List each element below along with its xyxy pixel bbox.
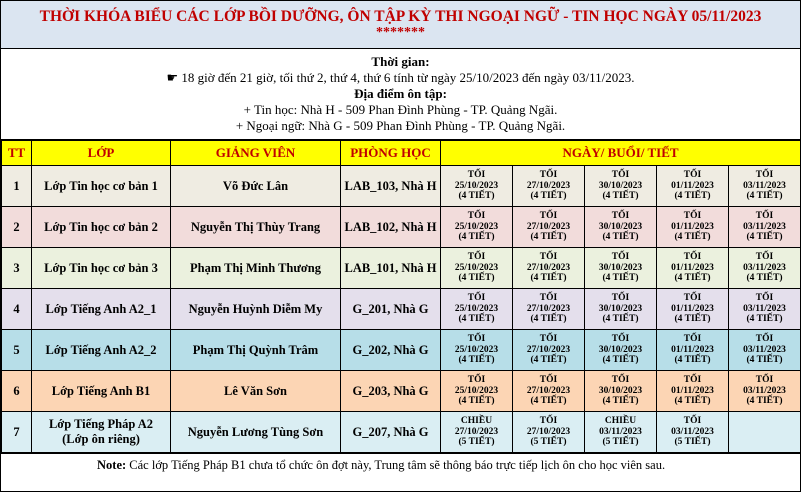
session-info (441, 211, 512, 243)
class-name: Lớp Tin học cơ bản 2 (32, 207, 171, 248)
session-cell (513, 412, 585, 453)
session-date: 27/10/2023 (526, 262, 571, 273)
session-length: (4 TIẾT) (602, 232, 639, 243)
session-period: TỐI (683, 334, 702, 345)
session-period: TỐI (611, 293, 630, 304)
session-period: TỐI (755, 170, 774, 181)
session-date: 25/10/2023 (454, 262, 499, 273)
session-date: 30/10/2023 (598, 303, 643, 314)
session-date: 27/10/2023 (526, 303, 571, 314)
session-info (585, 334, 656, 366)
session-date: 01/11/2023 (671, 303, 714, 314)
session-info (513, 293, 584, 325)
session-info (513, 375, 584, 407)
session-period: TỐI (683, 211, 702, 222)
session-info (441, 334, 512, 366)
room-name: G_203, Nhà G (341, 371, 441, 412)
session-cell (585, 412, 657, 453)
session-date: 03/11/2023 (743, 221, 786, 232)
table-row (2, 371, 801, 412)
session-length: (4 TIẾT) (746, 232, 783, 243)
session-date: 27/10/2023 (526, 221, 571, 232)
session-period: TỐI (467, 252, 486, 263)
session-date: 01/11/2023 (671, 221, 714, 232)
session-cell (585, 207, 657, 248)
header-sessions: NGÀY/ BUỔI/ TIẾT (441, 141, 801, 166)
table-row (2, 330, 801, 371)
schedule-body (2, 166, 801, 453)
row-number: 1 (2, 166, 32, 207)
session-date: 03/11/2023 (743, 385, 786, 396)
session-length: (4 TIẾT) (746, 396, 783, 407)
session-period: TỐI (467, 334, 486, 345)
time-label: Thời gian: (371, 54, 430, 69)
session-period: TỐI (611, 375, 630, 386)
session-period: TỐI (755, 334, 774, 345)
session-info (657, 170, 728, 202)
session-date: 25/10/2023 (454, 344, 499, 355)
session-date: 25/10/2023 (454, 221, 499, 232)
table-row (2, 248, 801, 289)
location-it: + Tin học: Nhà H - 509 Phan Đình Phùng - TP. Quảng Ngãi. (243, 102, 558, 117)
row-number: 3 (2, 248, 32, 289)
session-info (585, 416, 656, 448)
session-info (657, 252, 728, 284)
session-info (585, 252, 656, 284)
session-info (657, 211, 728, 243)
session-period: TỐI (683, 293, 702, 304)
class-name: Lớp Tiếng Anh A2_1 (32, 289, 171, 330)
session-date: 25/10/2023 (454, 385, 499, 396)
teacher-name: Nguyễn Thị Thùy Trang (171, 207, 341, 248)
table-row (2, 412, 801, 453)
session-date: 03/11/2023 (743, 262, 786, 273)
row-number: 2 (2, 207, 32, 248)
session-info (513, 416, 584, 448)
session-length: (4 TIẾT) (602, 355, 639, 366)
session-length: (5 TIẾT) (458, 437, 495, 448)
session-info (513, 252, 584, 284)
class-name-line1: Lớp Tiếng Pháp A2 (48, 417, 154, 431)
session-period: CHIỀU (604, 416, 637, 427)
session-length: (4 TIẾT) (602, 314, 639, 325)
session-length: (4 TIẾT) (458, 314, 495, 325)
session-info (585, 375, 656, 407)
session-info (657, 293, 728, 325)
session-period: TỐI (539, 211, 558, 222)
session-cell (585, 248, 657, 289)
teacher-name: Võ Đức Lân (171, 166, 341, 207)
session-period: TỐI (467, 375, 486, 386)
session-info (441, 293, 512, 325)
session-length: (4 TIẾT) (530, 355, 567, 366)
teacher-name: Phạm Thị Minh Thương (171, 248, 341, 289)
session-date: 01/11/2023 (671, 344, 714, 355)
session-cell (729, 289, 801, 330)
location-label: Địa điểm ôn tập: (354, 86, 447, 101)
session-info (657, 334, 728, 366)
session-period: TỐI (611, 170, 630, 181)
session-info (513, 334, 584, 366)
session-period: TỐI (683, 375, 702, 386)
session-period: TỐI (683, 170, 702, 181)
session-cell (441, 248, 513, 289)
note-label: Note: (97, 458, 127, 472)
session-info (729, 170, 800, 202)
row-number: 7 (2, 412, 32, 453)
title-banner (1, 1, 800, 49)
session-date: 25/10/2023 (454, 180, 499, 191)
table-row (2, 289, 801, 330)
session-info (729, 252, 800, 284)
session-info (441, 252, 512, 284)
room-name: LAB_103, Nhà H (341, 166, 441, 207)
footer-note (1, 453, 800, 475)
session-info (729, 375, 800, 407)
session-date: 01/11/2023 (671, 385, 714, 396)
row-number: 5 (2, 330, 32, 371)
session-period: CHIỀU (460, 416, 493, 427)
session-cell (657, 412, 729, 453)
session-length: (4 TIẾT) (602, 273, 639, 284)
session-date: 30/10/2023 (598, 180, 643, 191)
session-info (585, 293, 656, 325)
session-cell (657, 330, 729, 371)
session-cell (441, 330, 513, 371)
session-length: (4 TIẾT) (530, 232, 567, 243)
header-teacher: GIẢNG VIÊN (171, 141, 341, 166)
session-length: (4 TIẾT) (674, 314, 711, 325)
session-date: 30/10/2023 (598, 344, 643, 355)
session-cell (585, 289, 657, 330)
header-class: LỚP (32, 141, 171, 166)
session-cell (513, 166, 585, 207)
session-period: TỐI (539, 293, 558, 304)
session-info (441, 375, 512, 407)
session-length: (4 TIẾT) (530, 396, 567, 407)
session-cell (513, 207, 585, 248)
room-name: LAB_102, Nhà H (341, 207, 441, 248)
session-period: TỐI (467, 293, 486, 304)
session-cell (513, 330, 585, 371)
session-length: (4 TIẾT) (674, 355, 711, 366)
session-cell (441, 166, 513, 207)
session-cell (657, 289, 729, 330)
session-cell (513, 248, 585, 289)
teacher-name: Phạm Thị Quỳnh Trâm (171, 330, 341, 371)
session-date: 03/11/2023 (599, 426, 642, 437)
session-length: (4 TIẾT) (674, 191, 711, 202)
header-tt: TT (2, 141, 32, 166)
session-length: (5 TIẾT) (602, 437, 639, 448)
session-length: (4 TIẾT) (602, 396, 639, 407)
session-length: (4 TIẾT) (674, 273, 711, 284)
session-info (585, 211, 656, 243)
session-date: 27/10/2023 (526, 426, 571, 437)
session-period: TỐI (755, 211, 774, 222)
session-date: 30/10/2023 (598, 262, 643, 273)
session-cell (729, 412, 801, 453)
session-date: 03/11/2023 (743, 303, 786, 314)
session-date: 03/11/2023 (671, 426, 714, 437)
session-date: 01/11/2023 (671, 180, 714, 191)
session-length: (4 TIẾT) (530, 191, 567, 202)
session-date: 27/10/2023 (526, 344, 571, 355)
session-date: 03/11/2023 (743, 344, 786, 355)
session-info (441, 416, 512, 448)
note-text: Các lớp Tiếng Pháp B1 chưa tổ chức ôn đợt này, Trung tâm sẽ thông báo trực tiếp lịch ôn cho học viên sau. (126, 458, 666, 472)
session-length: (4 TIẾT) (746, 191, 783, 202)
room-name: G_202, Nhà G (341, 330, 441, 371)
session-info (441, 170, 512, 202)
teacher-name: Nguyễn Lương Tùng Sơn (171, 412, 341, 453)
session-length: (4 TIẾT) (602, 191, 639, 202)
session-period: TỐI (539, 334, 558, 345)
session-cell (585, 166, 657, 207)
session-cell (585, 371, 657, 412)
session-date: 27/10/2023 (526, 385, 571, 396)
class-name: Lớp Tiếng Anh B1 (32, 371, 171, 412)
teacher-name: Lê Văn Sơn (171, 371, 341, 412)
class-name: Lớp Tin học cơ bản 3 (32, 248, 171, 289)
table-row (2, 207, 801, 248)
session-info (585, 170, 656, 202)
session-period: TỐI (467, 211, 486, 222)
session-period: TỐI (755, 252, 774, 263)
info-section (1, 49, 800, 140)
session-date: 25/10/2023 (454, 303, 499, 314)
header-row (2, 141, 801, 166)
class-name: Lớp Tiếng Anh A2_2 (32, 330, 171, 371)
session-length: (5 TIẾT) (530, 437, 567, 448)
session-period: TỐI (611, 252, 630, 263)
session-period: TỐI (611, 334, 630, 345)
session-date: 01/11/2023 (671, 262, 714, 273)
session-cell (441, 289, 513, 330)
session-period: TỐI (683, 416, 702, 427)
location-lang: + Ngoại ngữ: Nhà G - 509 Phan Đình Phùng - TP. Quảng Ngãi. (235, 118, 566, 133)
session-length: (4 TIẾT) (746, 355, 783, 366)
session-cell (729, 207, 801, 248)
room-name: G_201, Nhà G (341, 289, 441, 330)
schedule-table (1, 140, 801, 453)
session-period: TỐI (683, 252, 702, 263)
title-stars: ******* (376, 25, 425, 40)
session-cell (729, 371, 801, 412)
page-title: THỜI KHÓA BIỂU CÁC LỚP BỒI DƯỠNG, ÔN TẬP KỲ THI NGOẠI NGỮ - TIN HỌC NGÀY 05/11/2023 (39, 8, 762, 25)
session-cell (441, 371, 513, 412)
teacher-name: Nguyễn Huỳnh Diễm My (171, 289, 341, 330)
session-cell (585, 330, 657, 371)
session-cell (513, 289, 585, 330)
session-cell (513, 371, 585, 412)
session-length: (4 TIẾT) (530, 273, 567, 284)
header-room: PHÒNG HỌC (341, 141, 441, 166)
session-cell (729, 248, 801, 289)
session-info (657, 375, 728, 407)
session-length: (4 TIẾT) (458, 232, 495, 243)
room-name: LAB_101, Nhà H (341, 248, 441, 289)
session-period: TỐI (755, 293, 774, 304)
session-period: TỐI (539, 252, 558, 263)
session-cell (729, 330, 801, 371)
row-number: 6 (2, 371, 32, 412)
session-cell (657, 166, 729, 207)
session-cell (729, 166, 801, 207)
session-info (729, 211, 800, 243)
session-period: TỐI (539, 170, 558, 181)
session-period: TỐI (755, 375, 774, 386)
session-cell (441, 412, 513, 453)
session-length: (4 TIẾT) (674, 396, 711, 407)
session-cell (657, 371, 729, 412)
session-period: TỐI (539, 416, 558, 427)
session-cell (657, 248, 729, 289)
class-name: Lớp Tin học cơ bản 1 (32, 166, 171, 207)
session-info (729, 293, 800, 325)
session-info (729, 334, 800, 366)
session-info (513, 170, 584, 202)
session-date: 03/11/2023 (743, 180, 786, 191)
session-length: (4 TIẾT) (674, 232, 711, 243)
session-date: 27/10/2023 (526, 180, 571, 191)
time-text: ☛ 18 giờ đến 21 giờ, tối thứ 2, thứ 4, thứ 6 tính từ ngày 25/10/2023 đến ngày 03/11/2023. (166, 70, 635, 85)
session-period: TỐI (539, 375, 558, 386)
session-info (657, 416, 728, 448)
session-info (513, 211, 584, 243)
session-cell (657, 207, 729, 248)
table-row (2, 166, 801, 207)
session-period: TỐI (611, 211, 630, 222)
class-name-line2: (Lớp ôn riêng) (62, 432, 140, 446)
session-length: (4 TIẾT) (746, 273, 783, 284)
session-length: (5 TIẾT) (674, 437, 711, 448)
session-date: 30/10/2023 (598, 385, 643, 396)
session-date: 30/10/2023 (598, 221, 643, 232)
session-cell (441, 207, 513, 248)
session-period: TỐI (467, 170, 486, 181)
session-length: (4 TIẾT) (458, 273, 495, 284)
session-length: (4 TIẾT) (458, 355, 495, 366)
session-length: (4 TIẾT) (458, 396, 495, 407)
row-number: 4 (2, 289, 32, 330)
session-length: (4 TIẾT) (458, 191, 495, 202)
class-name (32, 412, 171, 453)
session-length: (4 TIẾT) (530, 314, 567, 325)
session-length: (4 TIẾT) (746, 314, 783, 325)
room-name: G_207, Nhà G (341, 412, 441, 453)
session-date: 27/10/2023 (454, 426, 499, 437)
